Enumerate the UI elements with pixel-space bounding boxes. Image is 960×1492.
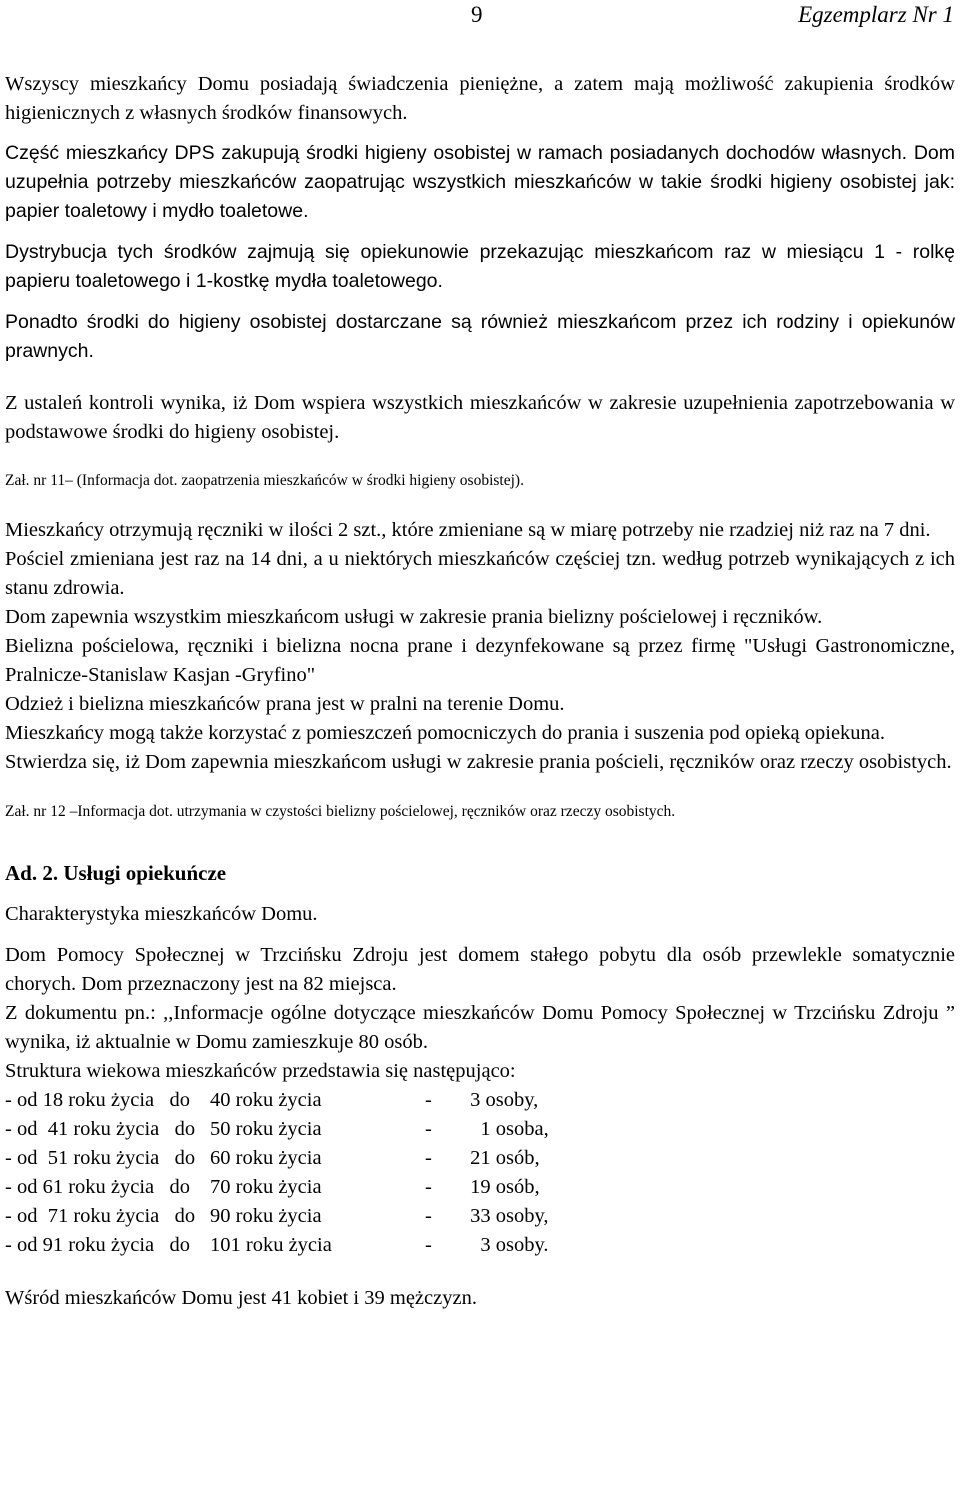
list-item: - od 18 roku życia do 40 roku życia - 3 osoby, <box>5 1089 539 1111</box>
paragraph-conclusion: Stwierdza się, iż Dom zapewnia mieszkańcom usługi w zakresie prania pościeli, ręczników oraz rzeczy osobistych. <box>5 751 952 773</box>
paragraph-control-result: Z ustaleń kontroli wynika, iż Dom wspiera wszystkich mieszkańców w zakresie uzupełnienia zapotrzebowania w podstawowe środki do higieny osobistej. <box>5 392 955 443</box>
section-subheading: Charakterystyka mieszkańców Domu. <box>5 903 318 925</box>
attachment-12: Zał. nr 12 –Informacja dot. utrzymania w czystości bielizny pościelowej, ręczników oraz rzeczy osobistych. <box>5 803 676 820</box>
paragraph-laundry-service: Dom zapewnia wszystkim mieszkańcom usługi w zakresie prania bielizny pościelowej i ręczników. <box>5 606 823 628</box>
paragraph-laundry-company: Bielizna pościelowa, ręczniki i bielizna nocna prane i dezynfekowane są przez firmę "Usługi Gastronomiczne, Pralnicze-Stanislaw Kasjan -Gryfino" <box>5 635 955 686</box>
age-structure-list <box>5 1086 955 1260</box>
list-item: - od 61 roku życia do 70 roku życia - 19 osób, <box>5 1176 540 1198</box>
list-item: - od 91 roku życia do 101 roku życia - 3 osoby. <box>5 1234 549 1256</box>
paragraph-bedding: Pościel zmieniana jest raz na 14 dni, a u niektórych mieszkańców częściej tzn. według potrzeb wynikających z ich stanu zdrowia. <box>5 548 955 599</box>
copy-label: Egzemplarz Nr 1 <box>798 2 954 27</box>
paragraph-auxiliary-rooms: Mieszkańcy mogą także korzystać z pomieszczeń pomocniczych do prania i suszenia pod opieką opiekuna. <box>5 722 886 744</box>
document-body <box>5 70 955 1313</box>
paragraph-document-reference: Z dokumentu pn.: ,,Informacje ogólne dotyczące mieszkańców Domu Pomocy Społecznej w Trzcińsku Zdroju ” wynika, iż aktualnie w Domu zamieszkuje 80 osób. <box>5 1002 955 1053</box>
paragraph-family-supply: Ponadto środki do higieny osobistej dostarczane są również mieszkańcom przez ich rodziny i opiekunów prawnych. <box>5 311 955 362</box>
paragraph-distribution: Dystrybucja tych środków zajmują się opiekunowie przekazując mieszkańcom raz w miesiącu 1 - rolkę papieru toaletowego i 1-kostkę mydła toaletowego. <box>5 241 955 292</box>
paragraph-home-description: Dom Pomocy Społecznej w Trzcińsku Zdroju jest domem stałego pobytu dla osób przewlekle somatycznie chorych. Dom przeznaczony jest na 82 miejsca. <box>5 944 955 995</box>
list-item: - od 41 roku życia do 50 roku życia - 1 osoba, <box>5 1118 549 1140</box>
list-item: - od 71 roku życia do 90 roku życia - 33 osoby, <box>5 1205 549 1227</box>
list-item: - od 51 roku życia do 60 roku życia - 21 osób, <box>5 1147 540 1169</box>
paragraph-benefits: Wszyscy mieszkańcy Domu posiadają świadczenia pieniężne, a zatem mają możliwość zakupienia środków higienicznych z własnych środków finansowych. <box>5 73 955 124</box>
paragraph-clothing: Odzież i bielizna mieszkańców prana jest w pralni na terenie Domu. <box>5 693 565 715</box>
paragraph-age-structure-intro: Struktura wiekowa mieszkańców przedstawia się następująco: <box>5 1060 516 1082</box>
page-number: 9 <box>471 2 483 27</box>
paragraph-towels: Mieszkańcy otrzymują ręczniki w ilości 2 szt., które zmieniane są w miarę potrzeby nie rzadziej niż raz na 7 dni. <box>5 519 931 541</box>
paragraph-hygiene-purchase: Część mieszkańcy DPS zakupują środki higieny osobistej w ramach posiadanych dochodów własnych. Dom uzupełnia potrzeby mieszkańców zaopatrując wszystkich mieszkańców w takie środki higieny osobistej jak: papier toaletowy i mydło toaletowe. <box>5 142 955 222</box>
attachment-11: Zał. nr 11– (Informacja dot. zaopatrzenia mieszkańców w środki higieny osobistej). <box>5 472 524 489</box>
paragraph-gender-summary: Wśród mieszkańców Domu jest 41 kobiet i 39 mężczyzn. <box>5 1287 477 1309</box>
section-heading: Ad. 2. Usługi opiekuńcze <box>5 861 227 885</box>
